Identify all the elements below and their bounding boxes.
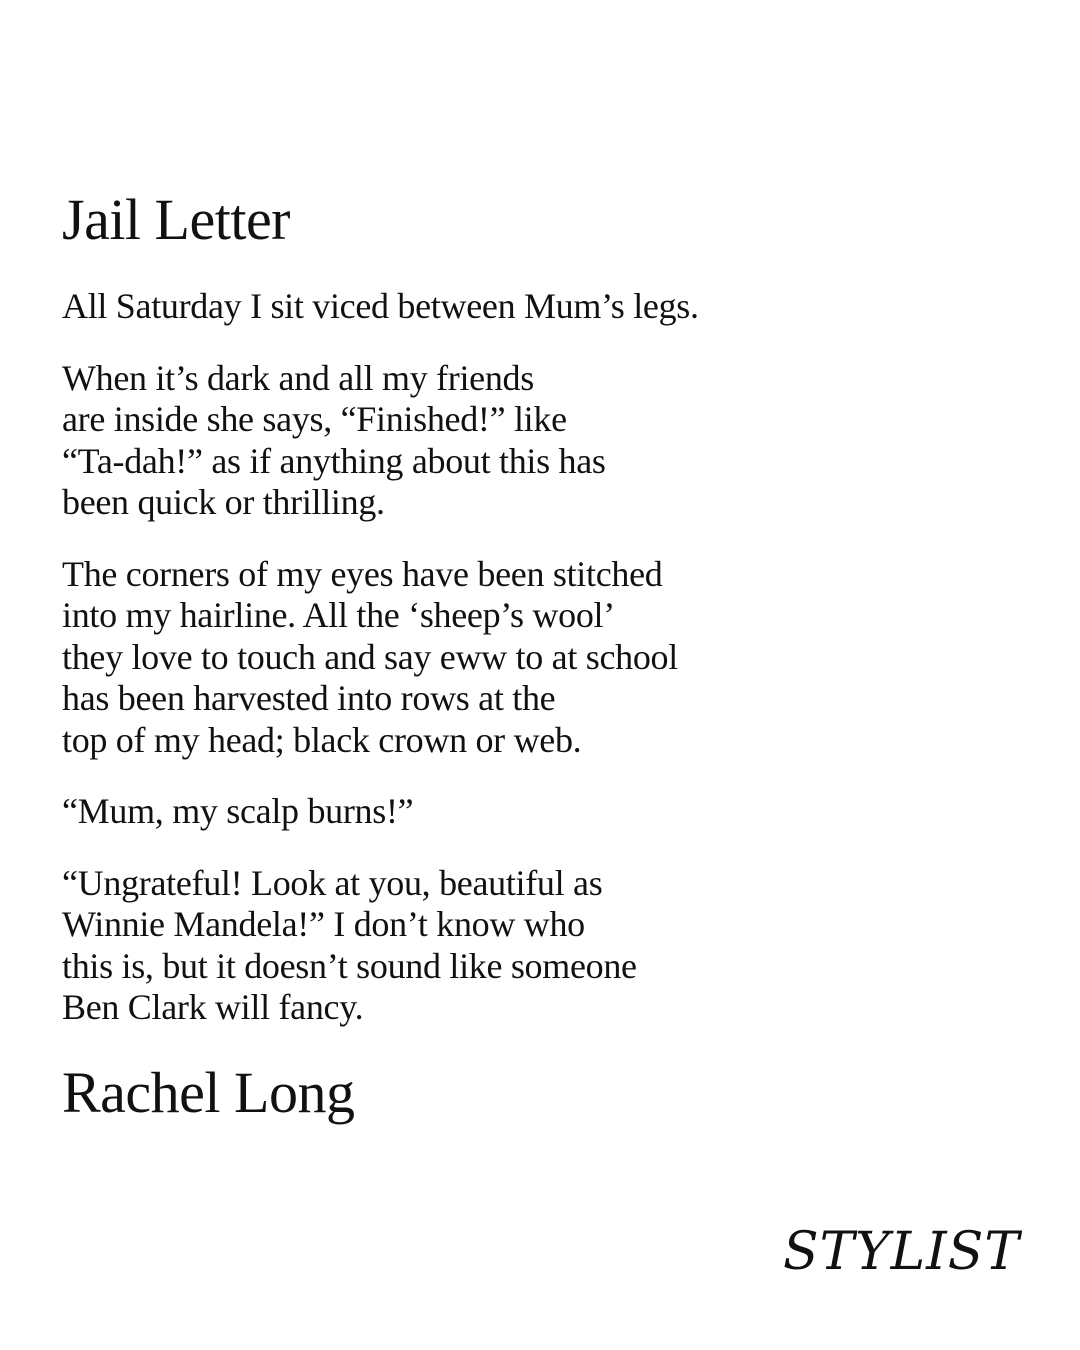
poem-line: top of my head; black crown or web.	[62, 719, 582, 760]
stanza	[62, 358, 1022, 524]
stanza	[62, 791, 1022, 833]
author-name: Rachel Long	[62, 1059, 355, 1125]
stanza	[62, 286, 1022, 328]
poem-line: been quick or thrilling.	[62, 482, 385, 522]
poem-line: into my hairline. All the ‘sheep’s wool’	[62, 595, 615, 635]
poem-line: has been harvested into rows at the	[62, 678, 556, 718]
poem-line: they love to touch and say eww to at school	[62, 636, 678, 677]
poem-line: The corners of my eyes have been stitched	[62, 553, 663, 594]
poem	[62, 186, 1022, 1127]
stanza	[62, 554, 1022, 762]
poem-line: “Ta-dah!” as if anything about this has	[62, 440, 606, 481]
stylist-logo: STYLIST	[782, 1222, 1020, 1282]
poem-title: Jail Letter	[62, 187, 291, 252]
poem-line: this is, but it doesn’t sound like someone	[62, 945, 637, 986]
stanza	[62, 863, 1022, 1029]
poem-line: are inside she says, “Finished!” like	[62, 399, 567, 439]
poem-line: Ben Clark will fancy.	[62, 987, 364, 1027]
poem-line: All Saturday I sit viced between Mum’s legs.	[62, 286, 699, 326]
poem-line: “Ungrateful! Look at you, beautiful as	[62, 862, 603, 903]
poem-line: When it’s dark and all my friends	[62, 357, 534, 398]
poem-line: “Mum, my scalp burns!”	[62, 791, 414, 831]
poem-line: Winnie Mandela!” I don’t know who	[62, 904, 585, 944]
